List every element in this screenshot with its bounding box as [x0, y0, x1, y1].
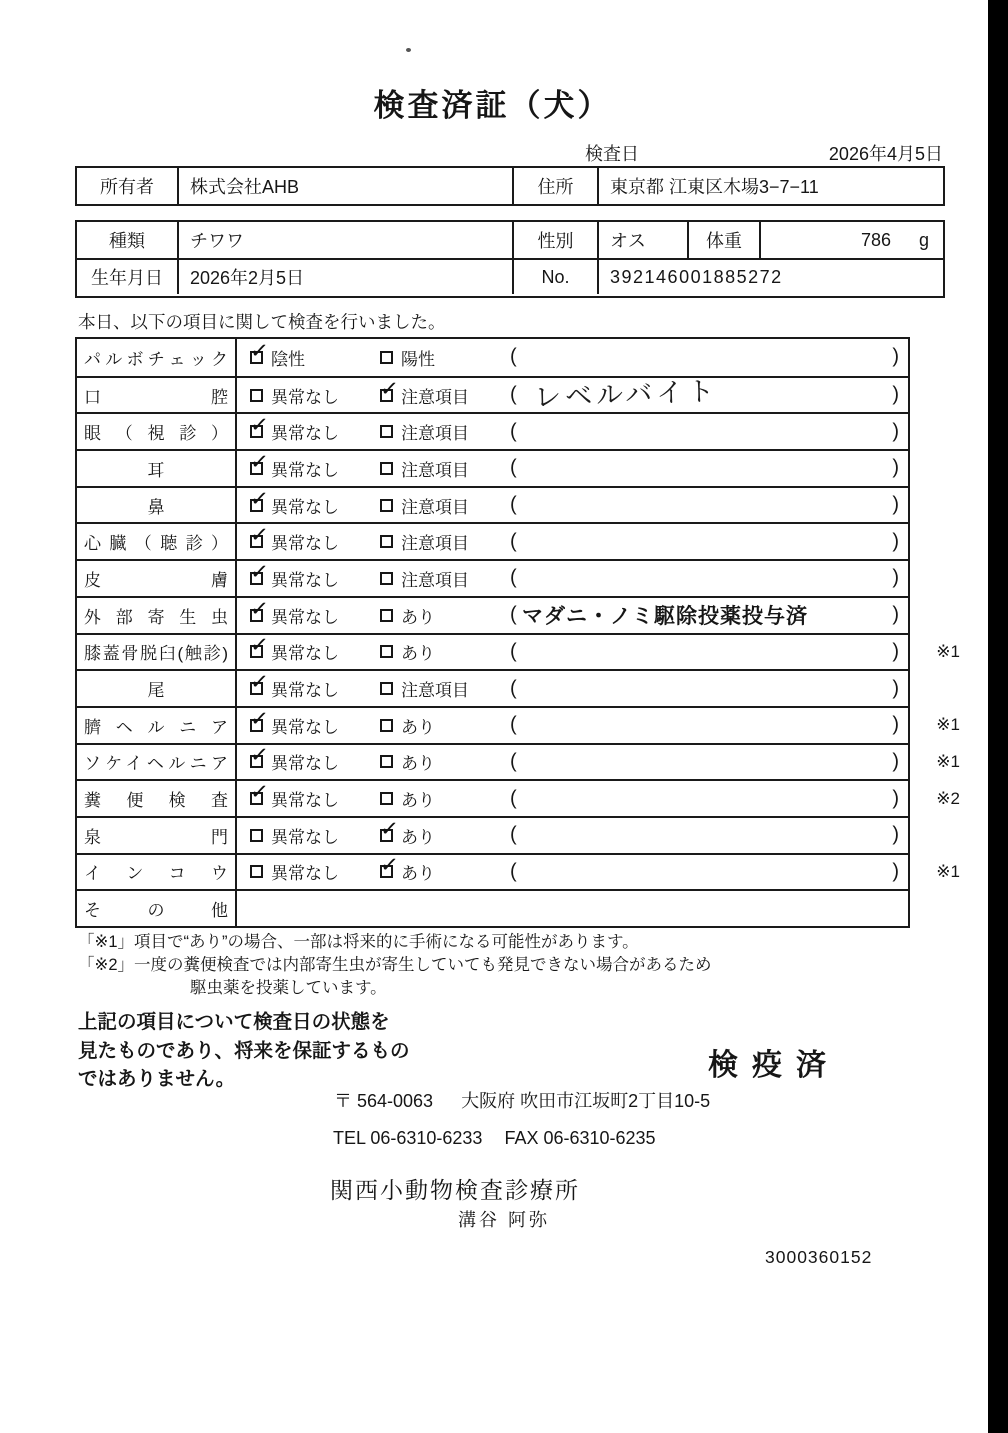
close-paren: ): [892, 713, 899, 736]
checkbox-label: 異常なし: [271, 754, 339, 774]
inspection-date-row: [585, 140, 943, 166]
exam-item-cell: [77, 818, 237, 853]
exam-row: [77, 596, 908, 633]
exam-item-label: 糞便検査: [84, 791, 228, 811]
exam-item-label: 尾: [147, 681, 165, 701]
pet-info-row-1: [77, 222, 943, 258]
open-paren: (: [510, 640, 517, 663]
exam-item-cell: [77, 524, 237, 559]
checkbox-option: [380, 345, 510, 370]
checkbox-icon: [248, 558, 270, 585]
checkbox-label: 異常なし: [271, 497, 339, 517]
exam-result-field: [510, 708, 904, 743]
inspection-date-value: 2026年4月5日: [828, 144, 943, 164]
printed-result-note: マダニ・ノミ駆除投薬投与済: [522, 605, 808, 629]
exam-result-field: [510, 598, 904, 633]
footnotes: [78, 931, 712, 1000]
checkbox-label: 異常なし: [271, 717, 339, 737]
checkbox-label: 異常なし: [271, 424, 339, 444]
checkbox-icon: [248, 741, 270, 769]
disclaimer-text: [78, 1008, 410, 1094]
fax-number: FAX 06-6310-6235: [504, 1128, 656, 1148]
exam-result-field: [510, 745, 904, 780]
checkbox-option: [380, 566, 510, 591]
close-paren: ): [892, 860, 899, 883]
address-label: 住所: [537, 177, 574, 197]
close-paren: ): [892, 493, 899, 516]
checkbox-icon: [378, 851, 400, 879]
owner-table: [75, 166, 945, 206]
checkbox-icon: [380, 645, 393, 658]
exam-result-field: [510, 488, 904, 523]
exam-result-field: [510, 855, 904, 890]
checkbox-icon: [250, 865, 263, 878]
clinic-street-address: 大阪府 吹田市江坂町2丁目10-5: [461, 1091, 711, 1111]
close-paren: ): [892, 456, 899, 479]
checkbox-label: 異常なし: [271, 607, 339, 627]
close-paren: ): [892, 823, 899, 846]
checkbox-option-checked: [248, 336, 380, 370]
sex-label: 性別: [537, 231, 574, 251]
exam-result-field: [510, 524, 904, 559]
exam-item-label: 口腔: [84, 387, 228, 407]
inspection-date-label: 検査日: [585, 144, 639, 164]
checkbox-label: 異常なし: [271, 827, 339, 847]
checkbox-option-checked: [248, 484, 380, 518]
exam-row: [77, 816, 908, 853]
exam-row-body: [237, 891, 908, 926]
exam-item-cell: [77, 339, 237, 376]
exam-row: [77, 851, 960, 890]
owner-row: [77, 168, 943, 204]
checkbox-option-checked: [378, 851, 510, 884]
close-paren: ): [892, 530, 899, 553]
checkbox-option-checked: [248, 448, 380, 481]
exam-row-body: [237, 631, 908, 670]
microchip-no-label-cell: [512, 260, 597, 294]
exam-row-body: [237, 741, 908, 780]
checkbox-label: あり: [401, 717, 435, 737]
pet-info-table: [75, 220, 945, 298]
close-paren: ): [892, 750, 899, 773]
check-mark-icon: ✓: [378, 374, 400, 402]
checkbox-option-checked: [248, 704, 380, 738]
open-paren: (: [510, 566, 517, 589]
checkbox-icon: [380, 719, 393, 732]
check-mark-icon: ✓: [248, 336, 270, 364]
weight-label: 体重: [706, 231, 742, 251]
check-mark-icon: ✓: [248, 521, 270, 549]
open-paren: (: [510, 383, 517, 406]
checkbox-label: 注意項目: [401, 387, 469, 407]
exam-item-cell: [77, 598, 237, 633]
checkbox-label: あり: [401, 607, 435, 627]
open-paren: (: [510, 677, 517, 700]
microchip-no-label: No.: [541, 266, 570, 287]
open-paren: (: [510, 603, 517, 626]
checkbox-icon: [380, 462, 393, 475]
checkbox-icon: [380, 682, 393, 695]
checkbox-label: 異常なし: [271, 791, 339, 811]
birth-label-cell: [77, 260, 177, 294]
exam-row-body: [237, 484, 908, 523]
checkbox-option: [380, 676, 510, 701]
exam-row: [77, 741, 960, 780]
breed-value-cell: [177, 222, 512, 258]
disclaimer-line-1: 上記の項目について検査日の状態を: [78, 1011, 390, 1033]
handwritten-note: レベルバイト: [533, 376, 719, 413]
tel-number: TEL 06-6310-6233: [333, 1128, 483, 1148]
exam-item-label: インコウ: [84, 864, 228, 884]
exam-result-field: [510, 781, 904, 816]
exam-item-label: 膝蓋骨脱臼(触診): [84, 644, 228, 664]
open-paren: (: [510, 750, 517, 773]
checkbox-option: [380, 786, 510, 811]
footnote-2: 「※2」一度の糞便検査では内部寄生虫が寄生していても発見できない場合があるため: [78, 956, 712, 974]
checkbox-option-checked: [248, 741, 380, 774]
weight-value-cell: [759, 222, 943, 258]
sex-label-cell: [512, 222, 597, 258]
address-value: 東京都 江東区木場3−7−11: [610, 177, 819, 197]
exam-item-cell: [77, 378, 237, 413]
checkbox-icon: [248, 594, 270, 622]
check-mark-icon: ✓: [248, 558, 270, 585]
checkbox-option-checked: [248, 411, 380, 444]
exam-row: [77, 412, 908, 449]
owner-label-cell: [77, 168, 177, 204]
exam-row: [77, 559, 908, 596]
checkbox-icon: [380, 351, 393, 364]
exam-row-body: [237, 668, 908, 706]
exam-row-body: [237, 704, 908, 743]
exam-result-field: [510, 414, 904, 449]
open-paren: (: [510, 787, 517, 810]
disclaimer-line-3: ではありません。: [78, 1068, 236, 1090]
checkbox-icon: [248, 631, 270, 659]
checkbox-label: あり: [401, 644, 435, 664]
checkbox-label: 注意項目: [401, 460, 469, 480]
birth-value-cell: [177, 260, 512, 294]
examiner-name: 溝谷 阿弥: [458, 1210, 551, 1230]
checkbox-option: [380, 456, 510, 481]
footnote-marker: ※1: [936, 861, 960, 881]
checkbox-icon: [248, 668, 270, 695]
check-mark-icon: ✓: [248, 704, 270, 732]
check-mark-icon: ✓: [248, 448, 270, 475]
checkbox-label: 注意項目: [401, 497, 469, 517]
sex-value-cell: [597, 222, 687, 258]
serial-number: 3000360152: [765, 1247, 873, 1267]
check-mark-icon: ✓: [248, 778, 270, 805]
exam-row-body: [237, 374, 908, 413]
checkbox-label: 注意項目: [401, 534, 469, 554]
checkbox-option-checked: [248, 631, 380, 664]
exam-item-cell: [77, 745, 237, 780]
exam-row-body: [237, 336, 908, 376]
checkbox-label: 異常なし: [271, 387, 339, 407]
exam-item-cell: [77, 488, 237, 523]
checkbox-option: [250, 383, 380, 408]
checkbox-label: 異常なし: [271, 864, 339, 884]
exam-item-label: パルボチェック: [84, 349, 228, 369]
sex-value: オス: [610, 231, 646, 251]
exam-item-cell: [77, 891, 237, 926]
checkbox-option: [250, 859, 380, 884]
weight-label-cell: [687, 222, 759, 258]
address-value-cell: [597, 168, 943, 204]
checkbox-icon: [248, 411, 270, 439]
checkbox-option: [380, 639, 510, 664]
checkbox-icon: [380, 499, 393, 512]
close-paren: ): [892, 603, 899, 626]
checkbox-option: [380, 603, 510, 628]
quarantine-passed-stamp: 検疫済: [708, 1049, 840, 1082]
checkbox-option-checked: [378, 814, 510, 848]
exam-row: [77, 376, 908, 413]
postal-code: 〒 564-0063: [334, 1091, 434, 1111]
exam-item-label: 泉門: [84, 827, 228, 847]
checkbox-label: 注意項目: [401, 681, 469, 701]
owner-label: 所有者: [100, 177, 154, 197]
checkbox-label: 異常なし: [271, 681, 339, 701]
checkbox-label: 注意項目: [401, 424, 469, 444]
breed-label: 種類: [109, 231, 145, 251]
checkbox-option-checked: [248, 668, 380, 701]
intro-text: 本日、以下の項目に関して検査を行いました。: [78, 312, 446, 332]
exam-item-label: 外部寄生虫: [84, 607, 228, 627]
footnote-marker: ※1: [936, 751, 960, 771]
exam-item-label: 皮膚: [84, 570, 228, 590]
checkbox-option: [380, 419, 510, 444]
disclaimer-line-2: 見たものであり、将来を保証するもの: [78, 1039, 410, 1062]
exam-row: [77, 778, 960, 816]
checkbox-icon: [378, 374, 400, 402]
exam-item-cell: [77, 855, 237, 890]
exam-row: [77, 704, 960, 743]
exam-result-field: [510, 635, 904, 670]
footnote-1: 「※1」項目で“あり”の場合、一部は将来的に手術になる可能性があります。: [78, 933, 639, 951]
checkbox-option: [380, 493, 510, 518]
exam-result-field: [510, 561, 904, 596]
open-paren: (: [510, 860, 517, 883]
breed-value: チワワ: [190, 231, 244, 251]
birth-value: 2026年2月5日: [190, 268, 305, 288]
checkbox-icon: [250, 389, 263, 402]
check-mark-icon: ✓: [248, 741, 270, 769]
exam-row-body: [237, 594, 908, 633]
checkbox-icon: [380, 425, 393, 438]
checkbox-icon: [248, 778, 270, 805]
exam-item-label: 心臓（聴診）: [84, 534, 228, 554]
check-mark-icon: ✓: [248, 411, 270, 439]
close-paren: ): [892, 420, 899, 443]
checkbox-option-checked: [248, 521, 380, 554]
exam-row-body: [237, 558, 908, 596]
checkbox-icon: [248, 448, 270, 475]
exam-row-body: [237, 521, 908, 559]
exam-item-cell: [77, 451, 237, 486]
birth-label: 生年月日: [91, 268, 163, 288]
footnote-marker: ※1: [936, 715, 960, 735]
close-paren: ): [892, 383, 899, 406]
exam-row: [77, 486, 908, 523]
exam-row: [77, 449, 908, 486]
exam-table: [75, 336, 960, 928]
checkbox-option-checked: [248, 778, 380, 811]
check-mark-icon: ✓: [248, 594, 270, 622]
checkbox-icon: [248, 484, 270, 512]
open-paren: (: [510, 713, 517, 736]
checkbox-icon: [380, 572, 393, 585]
check-mark-icon: ✓: [248, 631, 270, 659]
checkbox-option-checked: [378, 374, 510, 408]
checkbox-label: あり: [401, 754, 435, 774]
checkbox-label: あり: [401, 827, 435, 847]
checkbox-icon: [250, 829, 263, 842]
open-paren: (: [510, 420, 517, 443]
exam-item-label: 臍ヘルニア: [84, 717, 228, 737]
clinic-phone-line: [333, 1128, 656, 1149]
check-mark-icon: ✓: [248, 484, 270, 512]
exam-item-label: ソケイヘルニア: [84, 754, 228, 774]
open-paren: (: [510, 345, 517, 368]
owner-value-cell: [177, 168, 512, 204]
pet-info-row-2: [77, 258, 943, 294]
microchip-no-value-cell: [597, 260, 943, 294]
checkbox-option: [380, 749, 510, 774]
checkbox-label: 異常なし: [271, 460, 339, 480]
close-paren: ): [892, 787, 899, 810]
checkbox-icon: [380, 792, 393, 805]
checkbox-icon: [248, 704, 270, 732]
exam-result-field: [510, 818, 904, 853]
checkbox-icon: [378, 814, 400, 842]
exam-row-body: [237, 778, 908, 816]
exam-row: [77, 336, 908, 376]
checkbox-icon: [380, 535, 393, 548]
exam-item-label: 耳: [147, 460, 165, 480]
close-paren: ): [892, 566, 899, 589]
weight-value: 786: [860, 229, 891, 250]
checkbox-icon: [248, 521, 270, 549]
exam-item-cell: [77, 708, 237, 743]
open-paren: (: [510, 823, 517, 846]
scan-edge-artifact: [988, 0, 1008, 1433]
open-paren: (: [510, 456, 517, 479]
clinic-address-line: [334, 1087, 710, 1113]
check-mark-icon: ✓: [248, 668, 270, 695]
checkbox-label: 陽性: [401, 349, 435, 369]
checkbox-label: 注意項目: [401, 570, 469, 590]
footnote-2-continued: 駆虫薬を投薬しています。: [190, 979, 387, 997]
checkbox-label: 陰性: [271, 349, 305, 369]
checkbox-option-checked: [248, 558, 380, 591]
breed-label-cell: [77, 222, 177, 258]
exam-item-label: 鼻: [147, 497, 165, 517]
exam-result-field: [510, 451, 904, 486]
microchip-no-value: 392146001885272: [610, 266, 783, 287]
exam-item-label: 眼（視診）: [84, 424, 228, 444]
exam-row-body: [237, 851, 908, 890]
exam-row-body: [237, 448, 908, 486]
exam-row-body: [237, 411, 908, 449]
checkbox-icon: [380, 755, 393, 768]
exam-item-label: その他: [84, 901, 228, 921]
scan-dot-artifact: [406, 48, 411, 52]
checkbox-label: 異常なし: [271, 534, 339, 554]
checkbox-option: [250, 823, 380, 848]
checkbox-option-checked: [248, 594, 380, 628]
owner-value: 株式会社AHB: [190, 177, 300, 197]
close-paren: ): [892, 640, 899, 663]
weight-unit: g: [918, 229, 929, 250]
address-label-cell: [512, 168, 597, 204]
check-mark-icon: ✓: [378, 851, 400, 879]
checkbox-option: [380, 529, 510, 554]
checkbox-option: [380, 713, 510, 738]
exam-row: [77, 889, 908, 926]
checkbox-label: 異常なし: [271, 570, 339, 590]
exam-item-cell: [77, 561, 237, 596]
exam-item-cell: [77, 414, 237, 449]
exam-result-field: [510, 671, 904, 706]
footnote-marker: ※1: [936, 641, 960, 661]
checkbox-label: あり: [401, 791, 435, 811]
check-mark-icon: ✓: [378, 814, 400, 842]
exam-row: [77, 522, 908, 559]
clinic-name: 関西小動物検査診療所: [330, 1177, 580, 1203]
open-paren: (: [510, 530, 517, 553]
exam-result-field: [510, 378, 904, 413]
exam-row-body: [237, 814, 908, 853]
exam-item-cell: [77, 635, 237, 670]
checkbox-label: 異常なし: [271, 644, 339, 664]
exam-row: [77, 669, 908, 706]
close-paren: ): [892, 677, 899, 700]
exam-row: [77, 631, 960, 670]
checkbox-icon: [248, 336, 270, 364]
footnote-marker: ※2: [936, 788, 960, 808]
exam-item-cell: [77, 671, 237, 706]
exam-item-cell: [77, 781, 237, 816]
close-paren: ): [892, 345, 899, 368]
open-paren: (: [510, 493, 517, 516]
checkbox-icon: [380, 609, 393, 622]
page-title: 検査済証（犬）: [373, 88, 612, 123]
checkbox-label: あり: [401, 864, 435, 884]
